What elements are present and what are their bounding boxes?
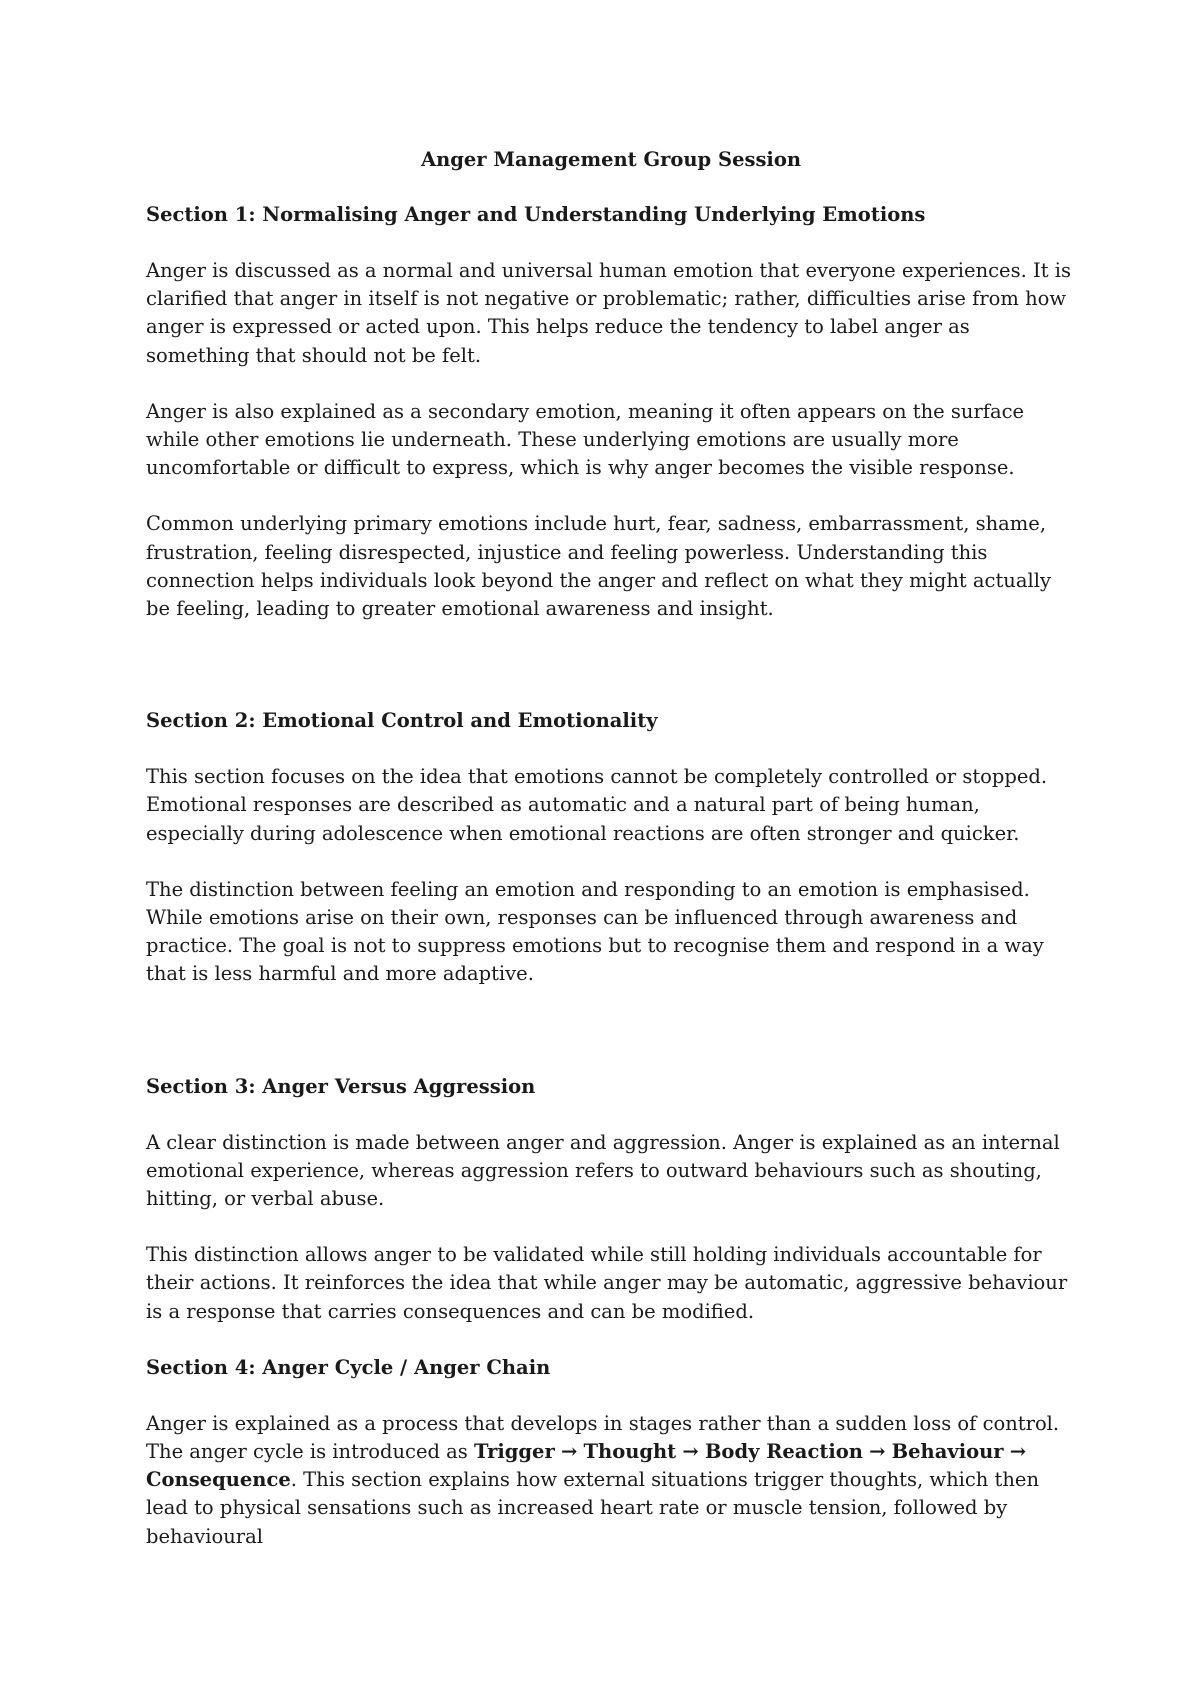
section-2: [146, 707, 1076, 988]
document-title: Anger Management Group Session: [420, 148, 802, 171]
cycle-intro-text: Anger is explained as a process that develops in stages rather than a sudden loss of control. The anger cycle is introduced as: [146, 1411, 1060, 1464]
paragraph: Anger is discussed as a normal and universal human emotion that everyone experiences. It is clarified that anger in itself is not negative or problematic; rather, difficulties arise from how anger is expressed or acted upon. This helps reduce the tendency to label anger as something that should not be felt.: [146, 259, 1071, 367]
cycle-outro-text: . This section explains how external situations trigger thoughts, which then lead to physical sensations such as increased heart rate or muscle tension, followed by behavioural: [146, 1468, 1040, 1548]
paragraph: A clear distinction is made between anger and aggression. Anger is explained as an internal emotional experience, whereas aggression refers to outward behaviours such as shouting, hitting, or verbal abuse.: [146, 1130, 1060, 1211]
section-heading: Section 3: Anger Versus Aggression: [146, 1074, 536, 1098]
cycle-step-thought: Thought: [583, 1440, 677, 1464]
paragraph: Common underlying primary emotions include hurt, fear, sadness, embarrassment, shame, frustration, feeling disrespected, injustice and feeling powerless. Understanding this connection helps individuals look beyond the anger and reflect on what they might actually be feeling, leading to greater emotional awareness and insight.: [146, 512, 1051, 621]
cycle-arrow: →: [1009, 1440, 1027, 1464]
cycle-arrow: →: [560, 1440, 578, 1464]
cycle-step-consequence: Consequence: [146, 1468, 291, 1492]
cycle-step-behaviour: Behaviour: [891, 1440, 1004, 1464]
section-1: [146, 201, 1076, 623]
section-heading: Section 1: Normalising Anger and Understanding Underlying Emotions: [146, 203, 926, 226]
section-heading: Section 4: Anger Cycle / Anger Chain: [146, 1355, 551, 1379]
document-body: [146, 146, 1076, 1579]
paragraph: This distinction allows anger to be validated while still holding individuals accountable for their actions. It reinforces the idea that while anger may be automatic, aggressive behaviour is a response that carries consequences and can be modified.: [146, 1243, 1068, 1323]
cycle-step-body-reaction: Body Reaction: [704, 1440, 863, 1464]
paragraph: The distinction between feeling an emotion and responding to an emotion is emphasised. While emotions arise on their own, responses can be influenced through awareness and practice. The goal is not to suppress emotions but to recognise them and respond in a way that is less harmful and more adaptive.: [146, 877, 1044, 986]
section-3: [146, 1073, 1076, 1326]
section-4: [146, 1354, 1076, 1551]
section-spacer: [146, 1017, 1076, 1073]
section-heading: Section 2: Emotional Control and Emotionality: [146, 709, 658, 733]
cycle-arrow: →: [682, 1440, 699, 1464]
cycle-step-trigger: Trigger: [474, 1440, 555, 1464]
cycle-arrow: →: [869, 1440, 886, 1464]
anger-cycle-paragraph: [146, 1410, 1076, 1551]
paragraph: Anger is also explained as a secondary emotion, meaning it often appears on the surface while other emotions lie underneath. These underlying emotions are usually more uncomfortable or difficult to express, which is why anger becomes the visible response.: [146, 399, 1025, 480]
paragraph: This section focuses on the idea that emotions cannot be completely controlled or stopped. Emotional responses are described as automatic and a natural part of being human, especially during adolescence when emotional reactions are often stronger and quicker.: [146, 765, 1048, 845]
section-spacer: [146, 651, 1076, 707]
